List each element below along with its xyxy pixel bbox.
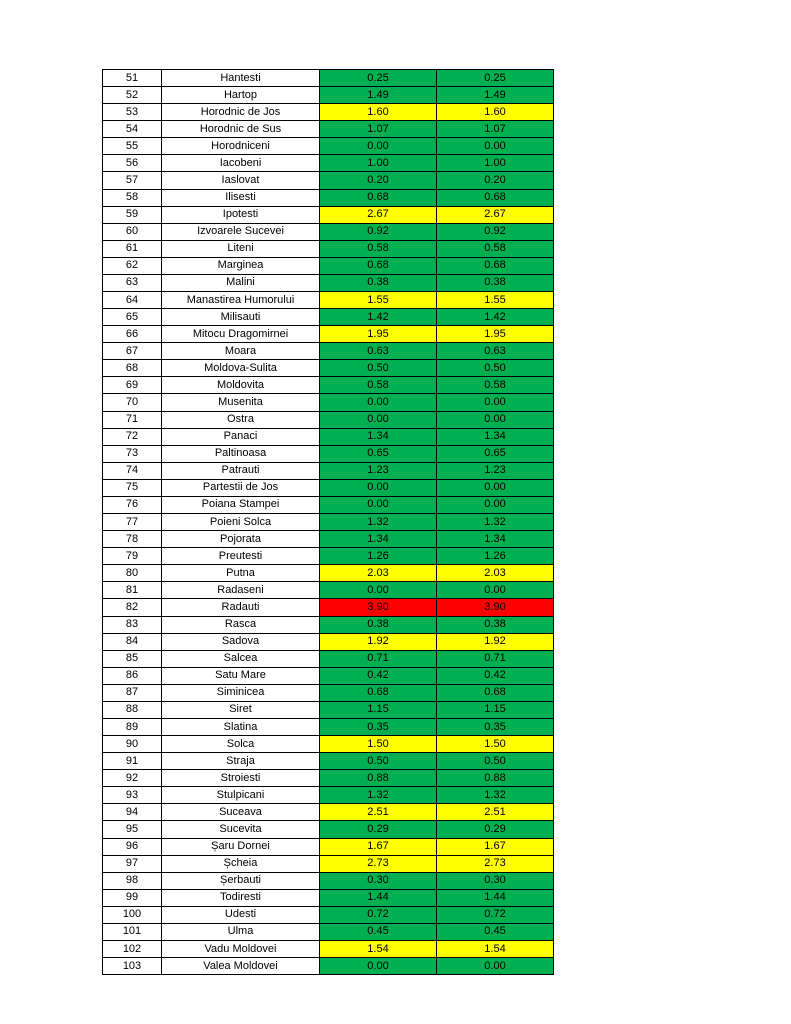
- value-cell-1: 3.90: [320, 599, 437, 616]
- value-cell-1: 1.00: [320, 155, 437, 172]
- row-number-cell: 74: [103, 462, 162, 479]
- table-row: [103, 804, 554, 821]
- value-cell-1: 2.73: [320, 855, 437, 872]
- value-cell-1: 0.68: [320, 684, 437, 701]
- locality-name-cell: Radauti: [162, 599, 320, 616]
- value-cell-1: 1.34: [320, 428, 437, 445]
- table-row: [103, 445, 554, 462]
- value-cell-1: 1.23: [320, 462, 437, 479]
- value-cell-2: 0.00: [437, 496, 554, 513]
- table-row: [103, 531, 554, 548]
- row-number-cell: 98: [103, 872, 162, 889]
- table-row: [103, 343, 554, 360]
- table-row: [103, 206, 554, 223]
- value-cell-1: 0.68: [320, 257, 437, 274]
- locality-name-cell: Straja: [162, 753, 320, 770]
- locality-name-cell: Moldovita: [162, 377, 320, 394]
- locality-name-cell: Moara: [162, 343, 320, 360]
- value-cell-2: 0.00: [437, 138, 554, 155]
- row-number-cell: 88: [103, 701, 162, 718]
- value-cell-1: 1.67: [320, 838, 437, 855]
- table-row: [103, 496, 554, 513]
- locality-name-cell: Poiana Stampei: [162, 496, 320, 513]
- table-row: [103, 821, 554, 838]
- value-cell-2: 1.67: [437, 838, 554, 855]
- locality-name-cell: Ostra: [162, 411, 320, 428]
- locality-name-cell: Ilisesti: [162, 189, 320, 206]
- value-cell-2: 1.92: [437, 633, 554, 650]
- value-cell-1: 2.51: [320, 804, 437, 821]
- locality-name-cell: Milisauti: [162, 309, 320, 326]
- table-body: [103, 70, 554, 975]
- value-cell-1: 2.03: [320, 565, 437, 582]
- row-number-cell: 91: [103, 753, 162, 770]
- locality-name-cell: Hartop: [162, 87, 320, 104]
- value-cell-2: 0.72: [437, 906, 554, 923]
- locality-name-cell: Partestii de Jos: [162, 479, 320, 496]
- value-cell-1: 1.15: [320, 701, 437, 718]
- value-cell-2: 1.07: [437, 121, 554, 138]
- value-cell-2: 1.50: [437, 736, 554, 753]
- value-cell-2: 1.34: [437, 428, 554, 445]
- value-cell-2: 0.58: [437, 377, 554, 394]
- table-row: [103, 906, 554, 923]
- table-row: [103, 428, 554, 445]
- value-cell-2: 0.30: [437, 872, 554, 889]
- row-number-cell: 70: [103, 394, 162, 411]
- value-cell-1: 1.26: [320, 548, 437, 565]
- value-cell-2: 0.63: [437, 343, 554, 360]
- value-cell-1: 0.68: [320, 189, 437, 206]
- locality-name-cell: Hantesti: [162, 70, 320, 87]
- value-cell-1: 0.38: [320, 274, 437, 291]
- value-cell-1: 1.32: [320, 514, 437, 531]
- table-row: [103, 479, 554, 496]
- row-number-cell: 100: [103, 906, 162, 923]
- value-cell-2: 0.92: [437, 223, 554, 240]
- row-number-cell: 96: [103, 838, 162, 855]
- value-cell-2: 0.88: [437, 770, 554, 787]
- row-number-cell: 56: [103, 155, 162, 172]
- locality-name-cell: Solca: [162, 736, 320, 753]
- row-number-cell: 52: [103, 87, 162, 104]
- value-cell-2: 0.38: [437, 274, 554, 291]
- locality-name-cell: Poieni Solca: [162, 514, 320, 531]
- value-cell-1: 1.34: [320, 531, 437, 548]
- value-cell-1: 0.00: [320, 479, 437, 496]
- row-number-cell: 69: [103, 377, 162, 394]
- locality-name-cell: Suceava: [162, 804, 320, 821]
- table-row: [103, 514, 554, 531]
- row-number-cell: 102: [103, 940, 162, 957]
- row-number-cell: 57: [103, 172, 162, 189]
- row-number-cell: 66: [103, 326, 162, 343]
- table-row: [103, 70, 554, 87]
- row-number-cell: 101: [103, 923, 162, 940]
- row-number-cell: 83: [103, 616, 162, 633]
- row-number-cell: 82: [103, 599, 162, 616]
- value-cell-1: 0.50: [320, 360, 437, 377]
- value-cell-1: 1.60: [320, 104, 437, 121]
- value-cell-1: 0.20: [320, 172, 437, 189]
- table-row: [103, 462, 554, 479]
- locality-name-cell: Radaseni: [162, 582, 320, 599]
- value-cell-2: 1.60: [437, 104, 554, 121]
- value-cell-1: 0.38: [320, 616, 437, 633]
- table-row: [103, 855, 554, 872]
- value-cell-2: 0.68: [437, 257, 554, 274]
- value-cell-1: 1.42: [320, 309, 437, 326]
- value-cell-2: 1.55: [437, 292, 554, 309]
- row-number-cell: 95: [103, 821, 162, 838]
- row-number-cell: 93: [103, 787, 162, 804]
- value-cell-2: 0.65: [437, 445, 554, 462]
- row-number-cell: 94: [103, 804, 162, 821]
- locality-name-cell: Moldova-Sulita: [162, 360, 320, 377]
- value-cell-2: 0.71: [437, 650, 554, 667]
- table-row: [103, 138, 554, 155]
- table-row: [103, 787, 554, 804]
- value-cell-1: 0.00: [320, 958, 437, 975]
- table-row: [103, 360, 554, 377]
- row-number-cell: 65: [103, 309, 162, 326]
- table-row: [103, 599, 554, 616]
- row-number-cell: 103: [103, 958, 162, 975]
- table-row: [103, 274, 554, 291]
- value-cell-1: 0.63: [320, 343, 437, 360]
- value-cell-2: 0.00: [437, 958, 554, 975]
- row-number-cell: 59: [103, 206, 162, 223]
- value-cell-1: 0.00: [320, 138, 437, 155]
- value-cell-1: 1.95: [320, 326, 437, 343]
- table-row: [103, 257, 554, 274]
- locality-name-cell: Vadu Moldovei: [162, 940, 320, 957]
- table-row: [103, 223, 554, 240]
- locality-name-cell: Pojorata: [162, 531, 320, 548]
- locality-name-cell: Ipotesti: [162, 206, 320, 223]
- locality-name-cell: Satu Mare: [162, 667, 320, 684]
- value-cell-1: 0.58: [320, 377, 437, 394]
- value-cell-2: 0.68: [437, 684, 554, 701]
- value-cell-2: 1.26: [437, 548, 554, 565]
- row-number-cell: 87: [103, 684, 162, 701]
- row-number-cell: 68: [103, 360, 162, 377]
- table-row: [103, 411, 554, 428]
- table-row: [103, 633, 554, 650]
- row-number-cell: 77: [103, 514, 162, 531]
- locality-name-cell: Musenita: [162, 394, 320, 411]
- row-number-cell: 97: [103, 855, 162, 872]
- value-cell-1: 0.92: [320, 223, 437, 240]
- locality-name-cell: Rasca: [162, 616, 320, 633]
- table-row: [103, 582, 554, 599]
- value-cell-2: 1.15: [437, 701, 554, 718]
- table-row: [103, 240, 554, 257]
- locality-name-cell: Siret: [162, 701, 320, 718]
- table-row: [103, 548, 554, 565]
- locality-name-cell: Putna: [162, 565, 320, 582]
- value-cell-2: 0.20: [437, 172, 554, 189]
- value-cell-2: 3.90: [437, 599, 554, 616]
- value-cell-2: 0.00: [437, 394, 554, 411]
- value-cell-2: 0.00: [437, 479, 554, 496]
- value-cell-2: 0.42: [437, 667, 554, 684]
- table-row: [103, 684, 554, 701]
- locality-name-cell: Manastirea Humorului: [162, 292, 320, 309]
- table-row: [103, 958, 554, 975]
- table-row: [103, 736, 554, 753]
- locality-name-cell: Sucevita: [162, 821, 320, 838]
- table-row: [103, 155, 554, 172]
- row-number-cell: 60: [103, 223, 162, 240]
- value-cell-2: 1.54: [437, 940, 554, 957]
- row-number-cell: 62: [103, 257, 162, 274]
- table-row: [103, 770, 554, 787]
- table-row: [103, 172, 554, 189]
- row-number-cell: 76: [103, 496, 162, 513]
- value-cell-1: 0.30: [320, 872, 437, 889]
- row-number-cell: 73: [103, 445, 162, 462]
- value-cell-2: 1.49: [437, 87, 554, 104]
- value-cell-1: 0.00: [320, 411, 437, 428]
- value-cell-1: 1.92: [320, 633, 437, 650]
- value-cell-1: 0.35: [320, 718, 437, 735]
- value-cell-1: 0.45: [320, 923, 437, 940]
- value-cell-1: 1.32: [320, 787, 437, 804]
- locality-name-cell: Siminicea: [162, 684, 320, 701]
- value-cell-2: 2.51: [437, 804, 554, 821]
- table-row: [103, 292, 554, 309]
- table-row: [103, 121, 554, 138]
- table-row: [103, 104, 554, 121]
- value-cell-2: 1.23: [437, 462, 554, 479]
- row-number-cell: 99: [103, 889, 162, 906]
- value-cell-2: 0.50: [437, 753, 554, 770]
- value-cell-2: 0.50: [437, 360, 554, 377]
- value-cell-2: 0.45: [437, 923, 554, 940]
- value-cell-2: 2.03: [437, 565, 554, 582]
- row-number-cell: 71: [103, 411, 162, 428]
- data-table-container: [102, 69, 554, 975]
- row-number-cell: 90: [103, 736, 162, 753]
- value-cell-2: 1.00: [437, 155, 554, 172]
- locality-name-cell: Șcheia: [162, 855, 320, 872]
- value-cell-1: 1.49: [320, 87, 437, 104]
- locality-name-cell: Slatina: [162, 718, 320, 735]
- table-row: [103, 326, 554, 343]
- row-number-cell: 67: [103, 343, 162, 360]
- row-number-cell: 54: [103, 121, 162, 138]
- value-cell-2: 0.29: [437, 821, 554, 838]
- row-number-cell: 61: [103, 240, 162, 257]
- row-number-cell: 53: [103, 104, 162, 121]
- value-cell-1: 0.58: [320, 240, 437, 257]
- value-cell-2: 0.00: [437, 582, 554, 599]
- table-row: [103, 923, 554, 940]
- value-cell-1: 0.72: [320, 906, 437, 923]
- value-cell-2: 1.32: [437, 514, 554, 531]
- row-number-cell: 85: [103, 650, 162, 667]
- table-row: [103, 189, 554, 206]
- locality-name-cell: Preutesti: [162, 548, 320, 565]
- value-cell-2: 2.67: [437, 206, 554, 223]
- value-cell-1: 1.54: [320, 940, 437, 957]
- value-cell-1: 0.71: [320, 650, 437, 667]
- table-row: [103, 753, 554, 770]
- table-row: [103, 650, 554, 667]
- locality-name-cell: Liteni: [162, 240, 320, 257]
- locality-name-cell: Mitocu Dragomirnei: [162, 326, 320, 343]
- locality-name-cell: Ulma: [162, 923, 320, 940]
- locality-name-cell: Paltinoasa: [162, 445, 320, 462]
- locality-name-cell: Horodnic de Sus: [162, 121, 320, 138]
- table-row: [103, 872, 554, 889]
- value-cell-2: 1.44: [437, 889, 554, 906]
- value-cell-2: 1.32: [437, 787, 554, 804]
- locality-name-cell: Valea Moldovei: [162, 958, 320, 975]
- value-cell-2: 1.34: [437, 531, 554, 548]
- locality-name-cell: Patrauti: [162, 462, 320, 479]
- value-cell-1: 0.42: [320, 667, 437, 684]
- locality-name-cell: Horodniceni: [162, 138, 320, 155]
- value-cell-1: 2.67: [320, 206, 437, 223]
- table-row: [103, 87, 554, 104]
- value-cell-1: 1.55: [320, 292, 437, 309]
- value-cell-1: 0.25: [320, 70, 437, 87]
- locality-name-cell: Malini: [162, 274, 320, 291]
- value-cell-2: 1.42: [437, 309, 554, 326]
- row-number-cell: 78: [103, 531, 162, 548]
- value-cell-1: 0.00: [320, 394, 437, 411]
- value-cell-2: 0.25: [437, 70, 554, 87]
- locality-name-cell: Stulpicani: [162, 787, 320, 804]
- row-number-cell: 79: [103, 548, 162, 565]
- table-row: [103, 394, 554, 411]
- table-row: [103, 701, 554, 718]
- value-cell-1: 0.88: [320, 770, 437, 787]
- locality-name-cell: Marginea: [162, 257, 320, 274]
- locality-name-cell: Izvoarele Sucevei: [162, 223, 320, 240]
- row-number-cell: 55: [103, 138, 162, 155]
- table-row: [103, 616, 554, 633]
- locality-name-cell: Șaru Dornei: [162, 838, 320, 855]
- table-row: [103, 940, 554, 957]
- row-number-cell: 51: [103, 70, 162, 87]
- table-row: [103, 565, 554, 582]
- row-number-cell: 63: [103, 274, 162, 291]
- locality-name-cell: Salcea: [162, 650, 320, 667]
- row-number-cell: 86: [103, 667, 162, 684]
- data-table: [102, 69, 554, 975]
- row-number-cell: 92: [103, 770, 162, 787]
- row-number-cell: 58: [103, 189, 162, 206]
- locality-name-cell: Șerbauti: [162, 872, 320, 889]
- locality-name-cell: Udesti: [162, 906, 320, 923]
- value-cell-1: 0.00: [320, 582, 437, 599]
- table-row: [103, 309, 554, 326]
- row-number-cell: 89: [103, 718, 162, 735]
- table-row: [103, 377, 554, 394]
- value-cell-2: 1.95: [437, 326, 554, 343]
- value-cell-2: 0.35: [437, 718, 554, 735]
- value-cell-2: 0.38: [437, 616, 554, 633]
- table-row: [103, 718, 554, 735]
- row-number-cell: 64: [103, 292, 162, 309]
- row-number-cell: 81: [103, 582, 162, 599]
- locality-name-cell: Panaci: [162, 428, 320, 445]
- table-row: [103, 889, 554, 906]
- row-number-cell: 84: [103, 633, 162, 650]
- value-cell-2: 0.00: [437, 411, 554, 428]
- locality-name-cell: Horodnic de Jos: [162, 104, 320, 121]
- table-row: [103, 667, 554, 684]
- locality-name-cell: Todiresti: [162, 889, 320, 906]
- row-number-cell: 75: [103, 479, 162, 496]
- value-cell-1: 0.65: [320, 445, 437, 462]
- table-row: [103, 838, 554, 855]
- locality-name-cell: Stroiesti: [162, 770, 320, 787]
- value-cell-1: 0.00: [320, 496, 437, 513]
- value-cell-2: 0.58: [437, 240, 554, 257]
- locality-name-cell: Iacobeni: [162, 155, 320, 172]
- value-cell-1: 0.29: [320, 821, 437, 838]
- value-cell-2: 0.68: [437, 189, 554, 206]
- row-number-cell: 80: [103, 565, 162, 582]
- value-cell-2: 2.73: [437, 855, 554, 872]
- locality-name-cell: Sadova: [162, 633, 320, 650]
- value-cell-1: 0.50: [320, 753, 437, 770]
- value-cell-1: 1.50: [320, 736, 437, 753]
- value-cell-1: 1.44: [320, 889, 437, 906]
- row-number-cell: 72: [103, 428, 162, 445]
- locality-name-cell: Iaslovat: [162, 172, 320, 189]
- value-cell-1: 1.07: [320, 121, 437, 138]
